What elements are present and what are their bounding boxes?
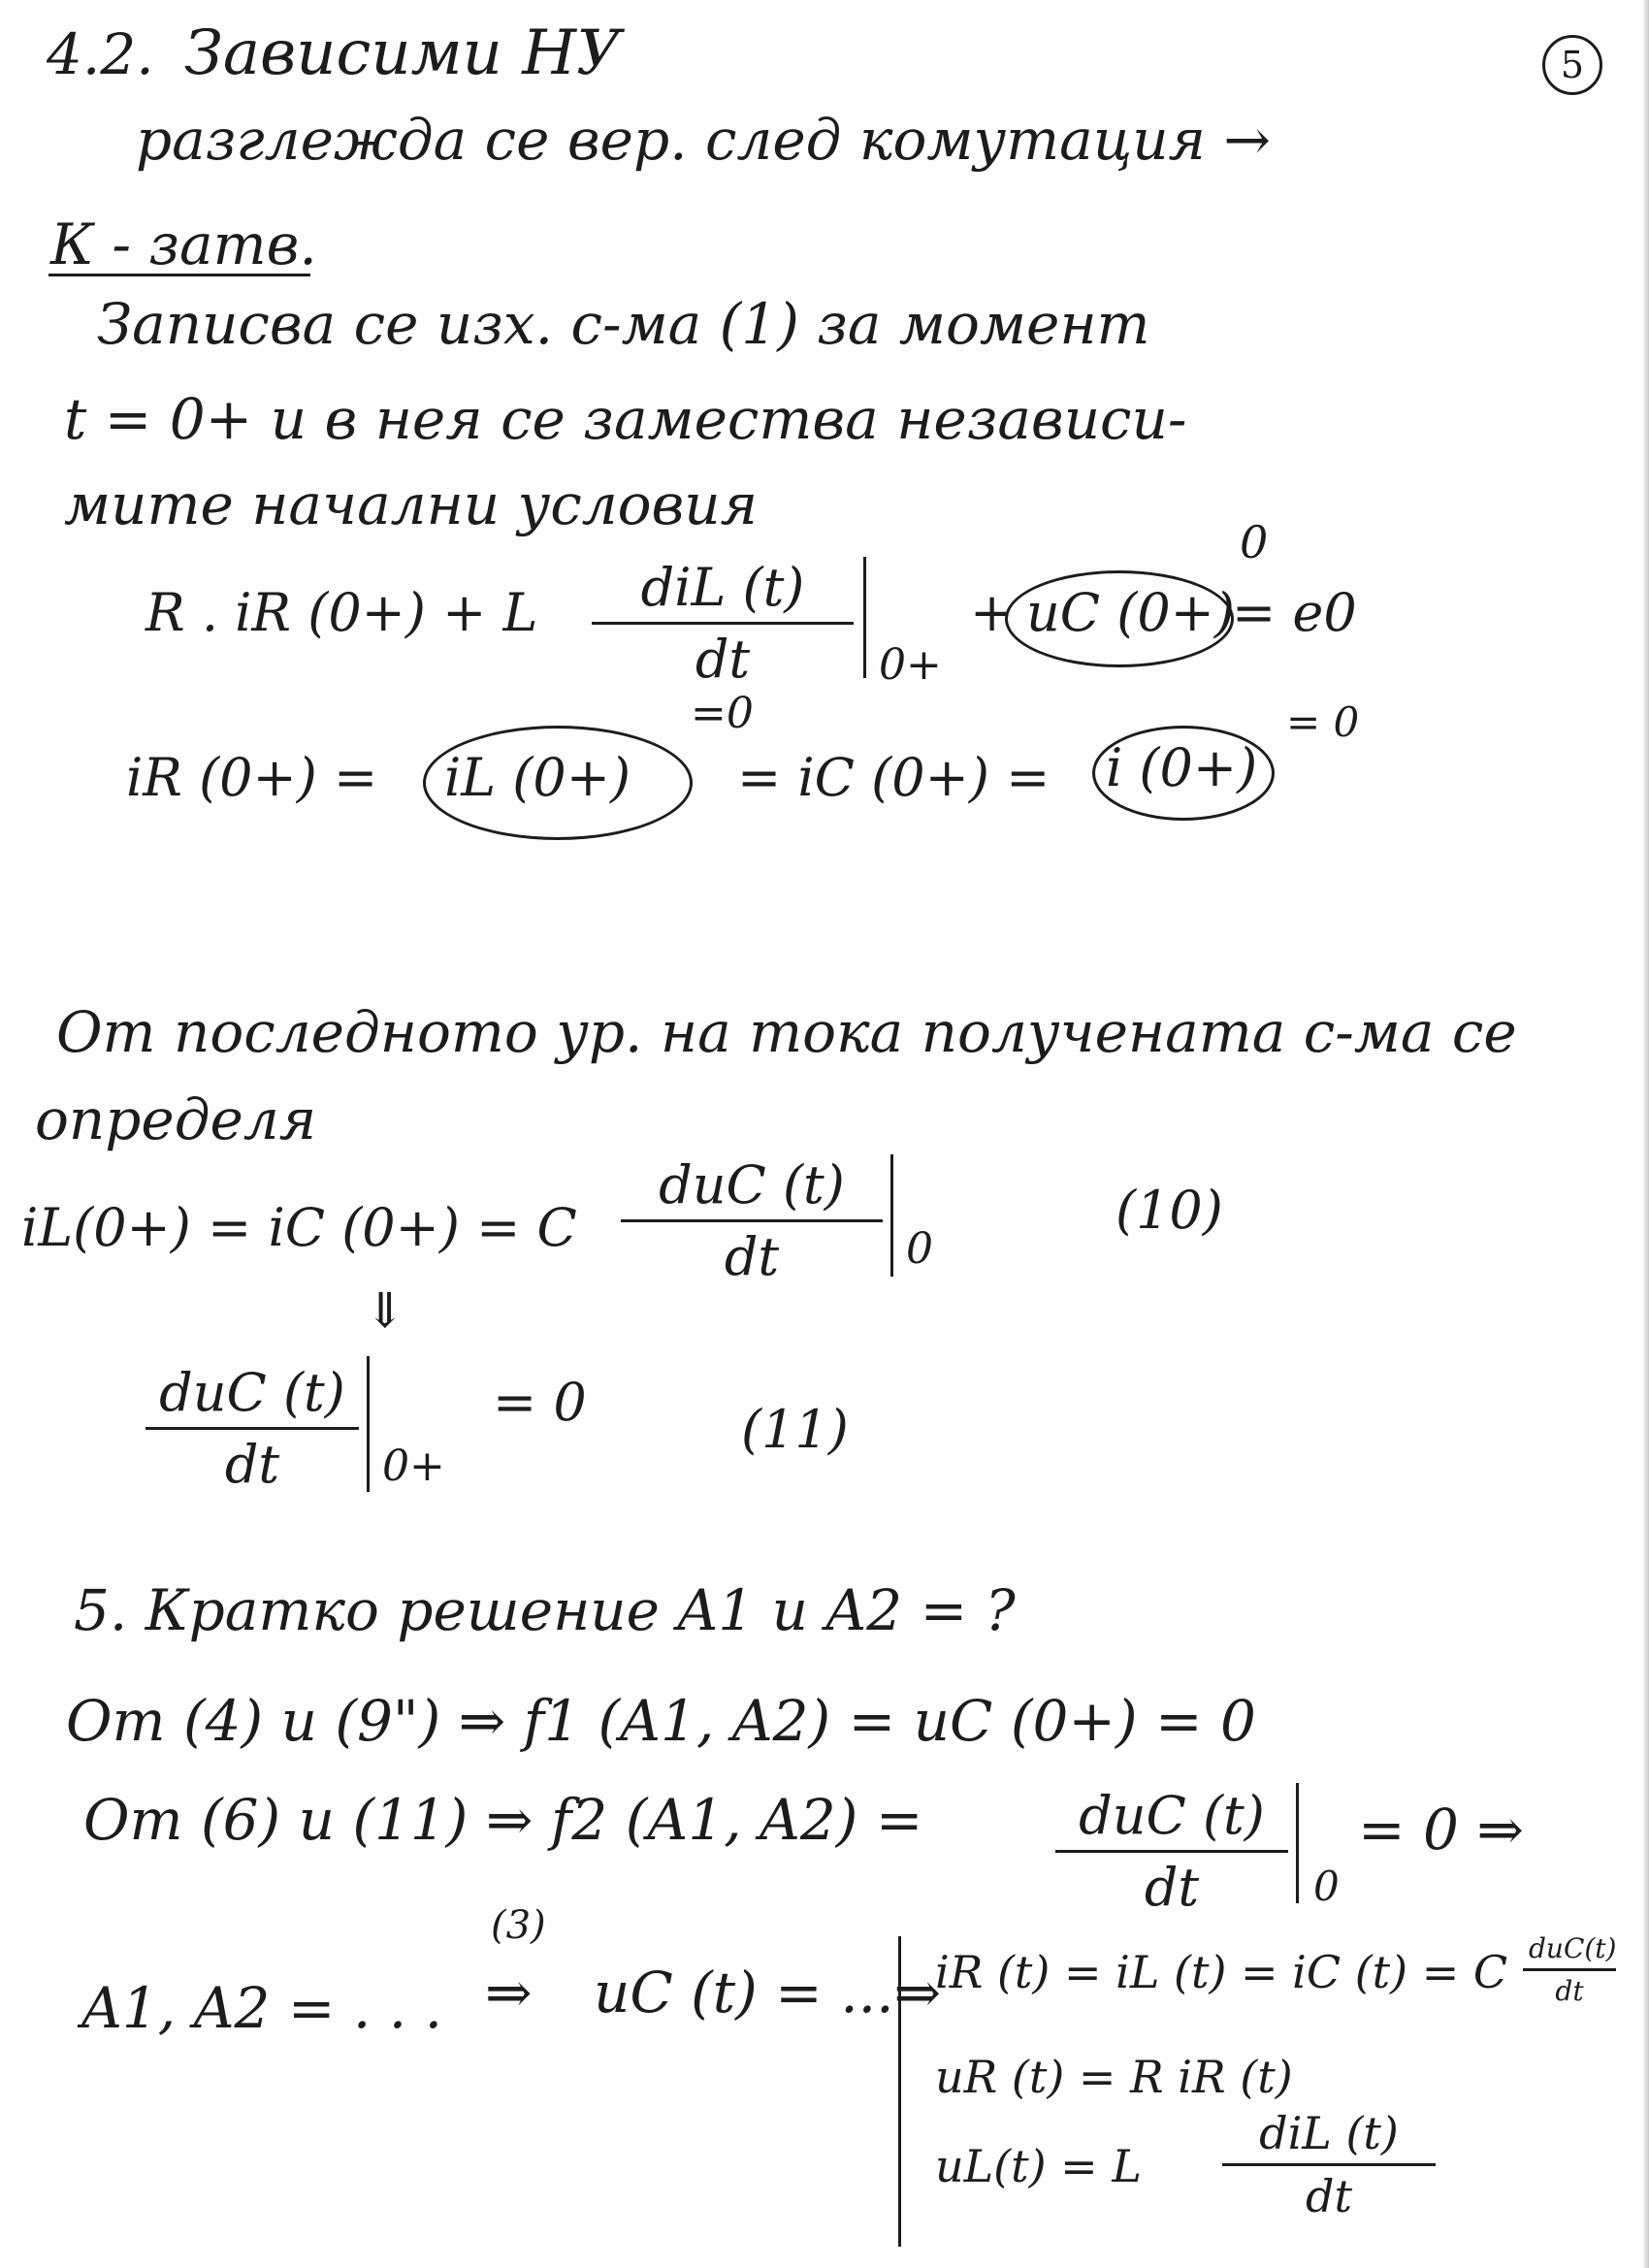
final-row-2: uR (t) = R iR (t) bbox=[935, 2051, 1293, 2103]
section5-eval-point: 0 bbox=[1313, 1863, 1340, 1910]
eq4-eval-bar bbox=[367, 1356, 370, 1492]
section-number: 4.2. bbox=[47, 21, 154, 87]
text-line-3: Записва се изх. с-ма (1) за момент bbox=[97, 291, 1150, 357]
eq4-label: (11) bbox=[741, 1399, 849, 1460]
eq1-zero-mark: 0 bbox=[1240, 516, 1269, 568]
eq3-denominator: dt bbox=[724, 1226, 780, 1287]
final-row-3-left: uL(t) = L bbox=[935, 2140, 1142, 2192]
eq1-left: R . iR (0+) + L bbox=[146, 582, 538, 643]
text-line-5: мите начални условия bbox=[64, 471, 759, 537]
text-line-4: t = 0+ и в нея се замества независи- bbox=[64, 386, 1187, 452]
eq4-denominator: dt bbox=[224, 1434, 280, 1495]
eq3-numerator: duC (t) bbox=[621, 1154, 883, 1222]
section-title: Зависими НУ bbox=[184, 17, 622, 89]
eq4-eval-point: 0+ bbox=[382, 1442, 445, 1491]
final-row-1-denominator: dt bbox=[1555, 1975, 1584, 2007]
implies-down-arrow: ⇓ bbox=[365, 1282, 405, 1339]
section5-line-1: От (4) и (9") ⇒ f1 (A1, A2) = uC (0+) = 0 bbox=[66, 1688, 1256, 1754]
eq3-eval-point: 0 bbox=[906, 1224, 933, 1274]
eq1-numerator: diL (t) bbox=[592, 557, 854, 625]
eq2-middle: = iC (0+) = bbox=[737, 747, 1051, 808]
eq1-right: = e0 bbox=[1232, 582, 1357, 643]
eq2-zero-mark-2: = 0 bbox=[1286, 698, 1360, 746]
eq4-right: = 0 bbox=[493, 1372, 587, 1433]
eq3-eval-bar bbox=[890, 1154, 893, 1277]
section5-fraction bbox=[1055, 1785, 1288, 1918]
final-arrow: ⇒ bbox=[485, 1960, 533, 2025]
paper-edge-shadow bbox=[1643, 0, 1649, 2268]
para-line-2: определя bbox=[35, 1086, 317, 1152]
final-row-1-left: iR (t) = iL (t) = iC (t) = C bbox=[935, 1946, 1508, 1998]
eq1-plus: + bbox=[970, 582, 1015, 643]
underline bbox=[48, 274, 310, 276]
final-uc: uC (t) = ...⇒ bbox=[594, 1960, 942, 2025]
eq4-numerator: duC (t) bbox=[146, 1362, 359, 1430]
final-arrow-ref: (3) bbox=[491, 1903, 546, 1948]
section5-denominator: dt bbox=[1144, 1857, 1200, 1918]
eq1-eval-point: 0+ bbox=[879, 640, 942, 690]
eq2-circled-1-text: iL (0+) bbox=[444, 747, 631, 808]
final-row-3-fraction bbox=[1222, 2107, 1436, 2222]
para-line-1: От последното ур. на тока получената с-ма се bbox=[56, 999, 1517, 1065]
final-row-3-numerator: diL (t) bbox=[1222, 2107, 1436, 2166]
eq4-fraction bbox=[146, 1362, 359, 1495]
eq1-eval-bar bbox=[863, 557, 866, 678]
eq2-left: iR (0+) = bbox=[126, 747, 378, 808]
eq3-left: iL(0+) = iC (0+) = C bbox=[21, 1197, 577, 1258]
eq1-circled-text: uC (0+) bbox=[1026, 582, 1235, 643]
final-row-1-fraction bbox=[1523, 1932, 1616, 2007]
page-number: 5 bbox=[1542, 35, 1602, 95]
section5-eval-bar bbox=[1296, 1783, 1299, 1903]
section5-line-2-right: = 0 ⇒ bbox=[1358, 1797, 1524, 1863]
final-row-3-denominator: dt bbox=[1306, 2170, 1352, 2222]
section5-numerator: duC (t) bbox=[1055, 1785, 1288, 1853]
eq2-circled-2-text: i (0+) bbox=[1106, 737, 1258, 798]
section5-title: 5. Кратко решение A1 и A2 = ? bbox=[74, 1577, 1016, 1643]
final-vertical-bar bbox=[898, 1936, 901, 2247]
eq3-fraction bbox=[621, 1154, 883, 1287]
final-left: A1, A2 = . . . bbox=[81, 1975, 443, 2041]
eq1-fraction bbox=[592, 557, 854, 690]
eq2-zero-mark-1: =0 bbox=[691, 689, 754, 738]
final-row-1-numerator: duC(t) bbox=[1523, 1932, 1616, 1971]
eq3-label: (10) bbox=[1116, 1180, 1223, 1241]
text-line-2: К - затв. bbox=[50, 211, 317, 277]
eq1-denominator: dt bbox=[695, 629, 751, 690]
text-line-1: разглежда се вер. след комутация → bbox=[136, 107, 1271, 173]
section5-line-2-left: От (6) и (11) ⇒ f2 (A1, A2) = bbox=[83, 1787, 923, 1853]
